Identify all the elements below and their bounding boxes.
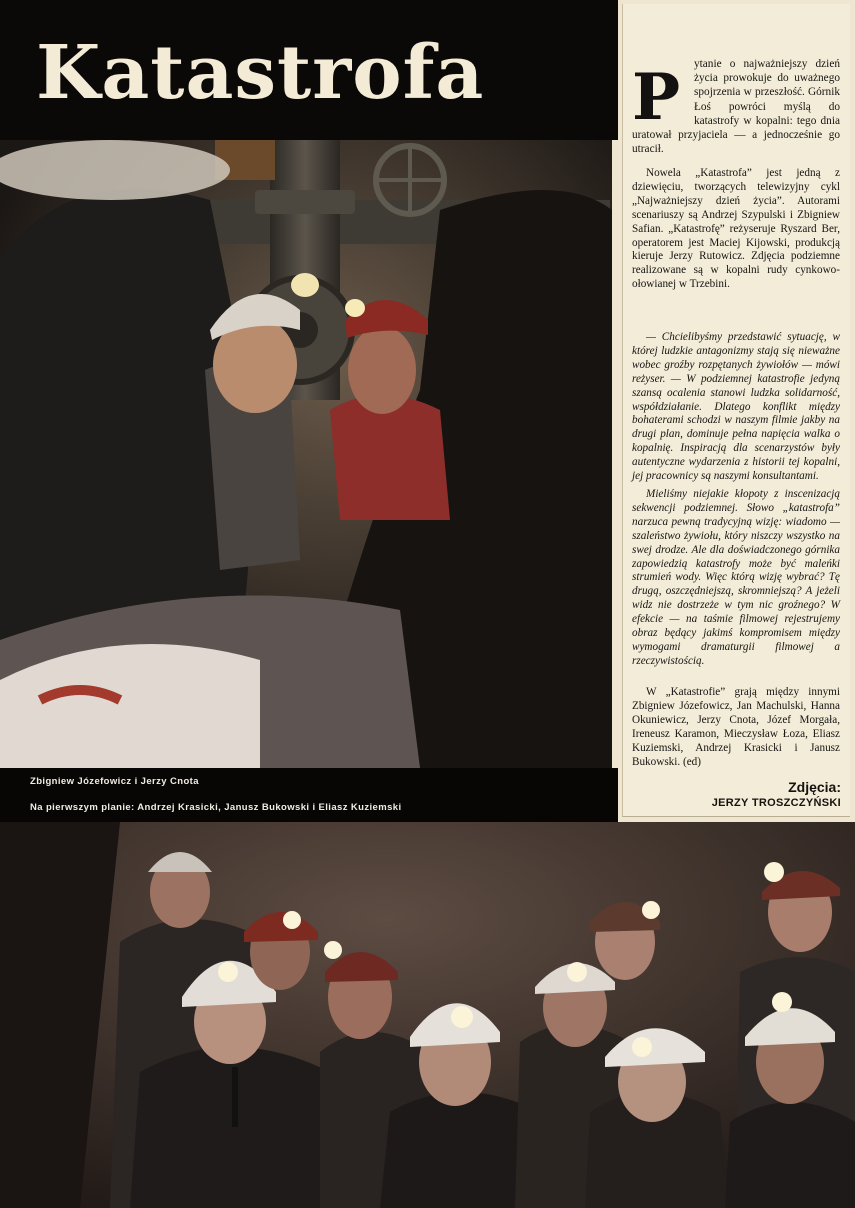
photo-two-miners-illustration	[0, 140, 612, 768]
article-title: Katastrofa	[36, 30, 485, 116]
photo-credit-label: Zdjęcia:	[788, 779, 841, 795]
title-band	[0, 0, 618, 140]
article-paragraph-1: Nowela „Katastrofa” jest jedną z dziewięciu, tworzących telewizyjny cykl „Najważniejszy dzień życia”. Autorami scenariuszy są Andrzej Szypulski i Zbigniew Safian. „Katastrofę” reżyseruje Ryszard Ber, operatorem jest Maciej Kijowski, produkcją kieruje Jerzy Rutowicz. Zdjęcia podziemne realizowane są w kopalni rudy cynkowo-ołowianej w Trzebini.	[632, 167, 840, 291]
article-paragraph-2: — Chcielibyśmy przedstawić sytuację, w której ludzkie antagonizmy stają się nieważne wobec groźby rozpętanych żywiołów — mówi reżyser. — W podziemnej katastrofie jedyną szansą ocalenia stanowi ludzka solidarność, współdziałanie. Dlatego konflikt między bohaterami schodzi w naszym filmie jakby na drugi plan, dominuje pełna napięcia walka o kopalnię. Inspiracją dla scenarzystów były autentyczne wydarzenia z historii tej kopalni, jej pracownicy są naszymi konsultantami.	[632, 331, 840, 483]
article-paragraph-3: Mieliśmy niejakie kłopoty z inscenizacją sekwencji podziemnej. Słowo „katastrofa” narzuca pewną tradycyjną wizję: wiadomo — szaleństwo żywiołu, który niszczy wszystko na swej drodze. Ale dla doświadczonego górnika zapowiedzią katastrofy może być maleńki strumień wody. Więc którą wizję wybrać? Tę drugą, oszczędniejszą, skromniejszą? A jeżeli widz nie dostrzeże w tym nic groźnego? W efekcie — na taśmie filmowej rejestrujemy obraz będący jakimś kompromisem między wymogami dramaturgii filmowej a rzeczywistością.	[632, 488, 840, 667]
photo-miners-group	[0, 822, 855, 1208]
article-lead	[632, 57, 840, 156]
drop-cap: P	[632, 60, 681, 135]
caption-top-photo: Zbigniew Józefowicz i Jerzy Cnota	[30, 776, 199, 787]
article-paragraph-4: W „Katastrofie” grają między innymi Zbigniew Józefowicz, Jan Machulski, Hanna Okuniewicz, Jerzy Cnota, Józef Morgała, Ireneusz Karamon, Mieczysław Łoza, Eliasz Kuziemski, Andrzej Krasicki i Janusz Bukowski. (ed)	[632, 686, 840, 768]
caption-bottom-photo: Na pierwszym planie: Andrzej Krasicki, Janusz Bukowski i Eliasz Kuziemski	[30, 802, 402, 813]
photo-credit-name: JERZY TROSZCZYŃSKI	[711, 797, 841, 809]
photo-two-miners	[0, 140, 612, 768]
photo-miners-group-illustration	[0, 822, 855, 1208]
article-lead-text: ytanie o najważniejszy dzień życia prowokuje do uważnego spojrzenia w przeszłość. Górnik Łoś powróci myślą do katastrofy w kopalni: tego dnia uratował przyjaciela — a jednocześnie go utracił.	[632, 58, 840, 156]
article-column	[622, 4, 850, 817]
caption-strip	[0, 768, 618, 822]
